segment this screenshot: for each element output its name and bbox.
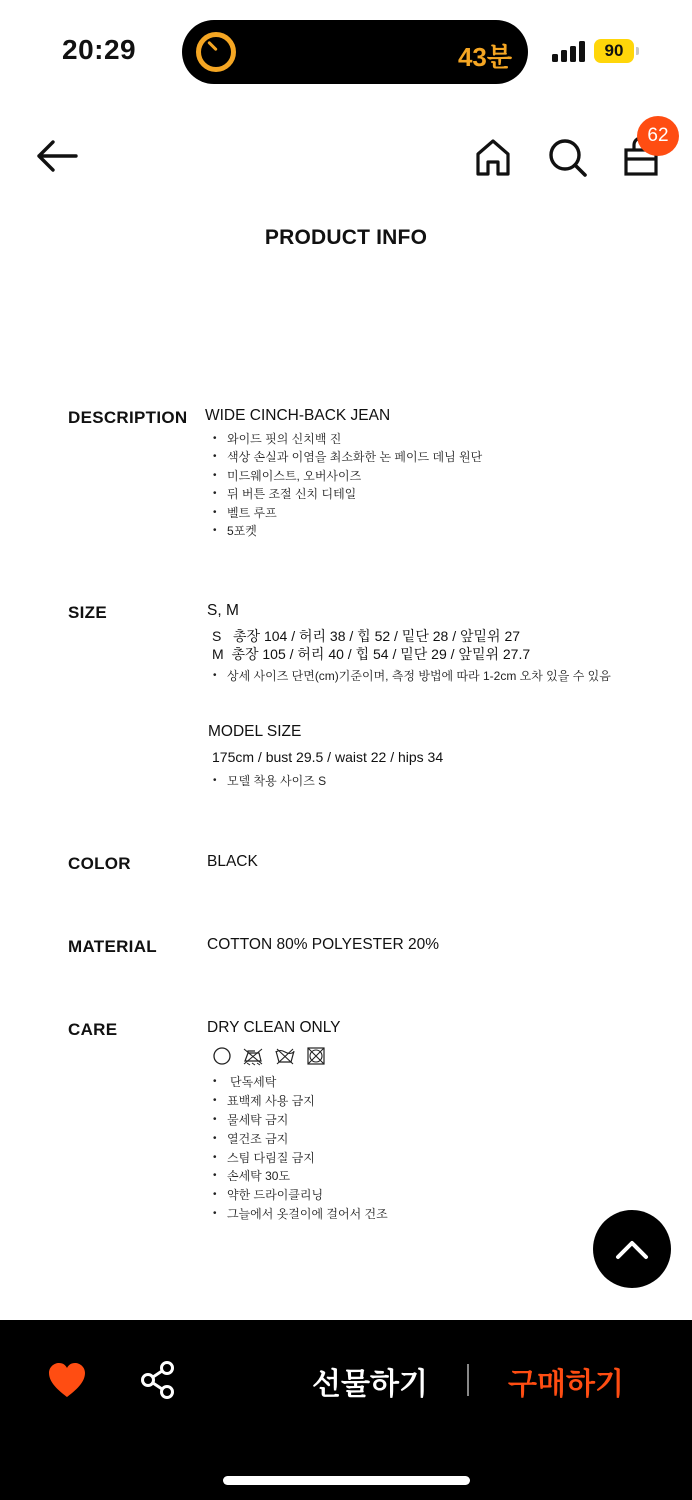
heart-icon [46, 1360, 88, 1400]
home-button[interactable] [472, 136, 514, 178]
cart-count-badge: 62 [637, 116, 679, 156]
list-item [212, 1073, 388, 1092]
color-value: BLACK [207, 853, 258, 870]
list-item: • 모델 착용 사이즈 S [212, 772, 326, 790]
material-label: MATERIAL [68, 937, 157, 956]
no-wash-icon [274, 1046, 296, 1066]
description-list [212, 430, 482, 540]
dry-clean-icon [212, 1046, 232, 1066]
care-symbols [212, 1046, 332, 1068]
list-item: • 약한 드라이클리닝 [212, 1186, 388, 1205]
share-icon [138, 1360, 178, 1400]
status-time: 20:29 [62, 34, 137, 65]
home-indicator[interactable] [223, 1476, 470, 1485]
color-label: COLOR [68, 854, 131, 873]
timer-icon [196, 32, 236, 72]
list-item-text: 단독세탁 [230, 1075, 277, 1089]
home-icon [472, 136, 514, 178]
list-item: • 5포켓 [212, 522, 482, 540]
scroll-to-top-button[interactable] [593, 1210, 671, 1288]
model-measurements: 175cm / bust 29.5 / waist 22 / hips 34 [212, 749, 444, 765]
list-item: • 그늘에서 옷걸이에 걸어서 건조 [212, 1205, 388, 1224]
search-button[interactable] [546, 136, 588, 178]
share-button[interactable] [138, 1360, 178, 1400]
list-item: • 표백제 사용 금지 [212, 1092, 388, 1111]
list-item: • 손세탁 30도 [212, 1167, 388, 1186]
timer-remaining: 43분 [457, 42, 512, 72]
top-nav [0, 110, 692, 200]
list-item: • 와이드 핏의 신치백 진 [212, 430, 482, 448]
buy-button[interactable]: 구매하기 [496, 1358, 636, 1404]
back-button[interactable] [34, 138, 80, 174]
battery-cap [636, 47, 639, 55]
battery-icon: 90 [594, 39, 634, 63]
list-item: • 열건조 금지 [212, 1130, 388, 1149]
no-tumble-dry-icon [306, 1046, 326, 1066]
status-bar [0, 0, 692, 100]
list-item: • 물세탁 금지 [212, 1111, 388, 1130]
product-name: WIDE CINCH-BACK JEAN [205, 407, 391, 424]
divider [467, 1364, 469, 1396]
size-row-s: S 총장 104 / 허리 38 / 힙 52 / 밑단 28 / 앞밑위 27 [212, 628, 521, 644]
arrow-left-icon [34, 138, 80, 174]
no-steam-iron-icon [242, 1046, 264, 1066]
care-list [212, 1073, 388, 1224]
list-item: • 미드웨이스트, 오버사이즈 [212, 467, 482, 485]
model-note-list [212, 772, 326, 790]
size-options: S, M [207, 602, 239, 619]
dynamic-island[interactable] [182, 20, 528, 84]
list-item: • 벨트 루프 [212, 504, 482, 522]
care-label: CARE [68, 1020, 118, 1039]
list-item: • 색상 손실과 이염을 최소화한 논 페이드 데님 원단 [212, 448, 482, 466]
model-size-title: MODEL SIZE [208, 723, 302, 740]
page-title: PRODUCT INFO [264, 226, 428, 249]
list-item: • 상세 사이즈 단면(cm)기준이며, 측정 방법에 따라 1-2cm 오차 있을 수 있음 [212, 667, 611, 685]
like-button[interactable] [46, 1360, 88, 1400]
cellular-signal-icon [552, 40, 586, 62]
chevron-up-icon [593, 1210, 671, 1288]
bottom-action-bar [0, 1320, 692, 1500]
care-value: DRY CLEAN ONLY [207, 1019, 341, 1036]
search-icon [546, 136, 588, 178]
material-value: COTTON 80% POLYESTER 20% [207, 936, 440, 953]
list-item: • 뒤 버튼 조절 신치 디테일 [212, 485, 482, 503]
size-note-list [212, 667, 611, 685]
gift-button[interactable]: 선물하기 [300, 1358, 440, 1404]
list-item: • 스팀 다림질 금지 [212, 1149, 388, 1168]
size-row-m: M 총장 105 / 허리 40 / 힙 54 / 밑단 29 / 앞밑위 27.7 [212, 646, 531, 662]
size-label: SIZE [68, 603, 107, 622]
description-label: DESCRIPTION [68, 408, 188, 427]
